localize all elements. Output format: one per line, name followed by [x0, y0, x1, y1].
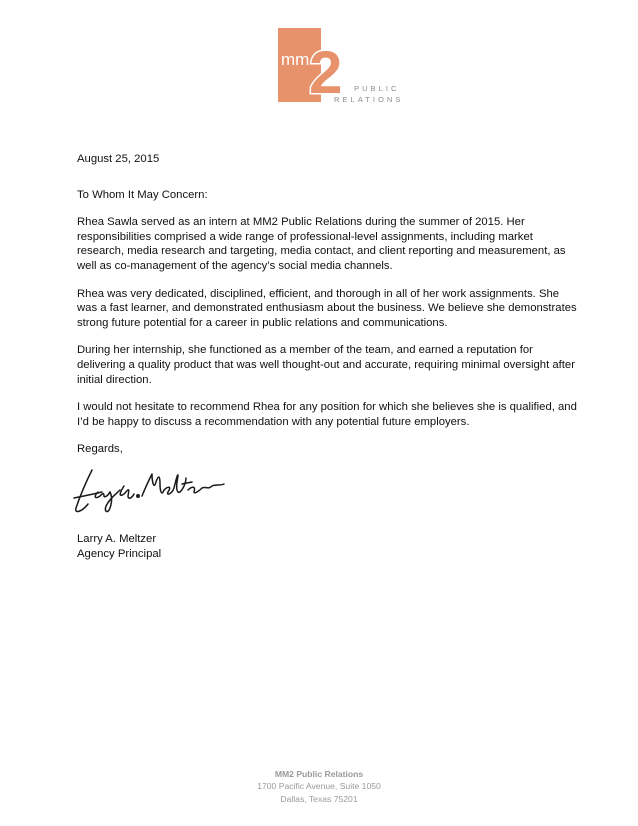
letter-body — [77, 152, 577, 457]
letter-closing: Regards, — [77, 443, 123, 456]
logo-2-numeral: 2 — [309, 39, 343, 106]
letter-salutation: To Whom It May Concern: — [77, 188, 208, 201]
letter-paragraph-4: I would not hesitate to recommend Rhea for any position for which she believes she is qualified, and I’d be happy to discuss a recommendation with any potential future employers. — [77, 401, 577, 428]
footer-address-line-2: Dallas, Texas 75201 — [280, 793, 358, 804]
signer-block — [77, 532, 161, 561]
logo-public-text: PUBLIC — [354, 84, 400, 93]
company-logo — [278, 28, 408, 108]
signer-name: Larry A. Meltzer — [77, 533, 157, 545]
logo-relations-text: RELATIONS — [334, 95, 404, 104]
letter-date: August 25, 2015 — [77, 153, 160, 165]
signer-title: Agency Principal — [77, 547, 162, 560]
footer-company-name: MM2 Public Relations — [274, 769, 364, 779]
handwritten-signature — [68, 462, 228, 518]
footer-address-line-1: 1700 Pacific Avenue, Suite 1050 — [257, 781, 381, 792]
letter-paragraph-2: Rhea was very dedicated, disciplined, efficient, and thorough in all of her work assignments. She was a fast learner, and demonstrated enthusiasm about the business. We believe she demonstrates strong future potential for a career in public relations and communications. — [77, 287, 577, 329]
letterhead-footer — [0, 768, 638, 805]
letter-paragraph-3: During her internship, she functioned as a member of the team, and earned a reputation for delivering a quality product that was well thought-out and accurate, requiring minimal oversight after initial direction. — [77, 344, 575, 386]
logo-mm-text: mm — [281, 50, 310, 69]
letter-paragraph-1: Rhea Sawla served as an intern at MM2 Public Relations during the summer of 2015. Her responsibilities comprised a wide range of professional-level assignments, including market research, media research and targeting, media contact, and client reporting and measurement, as well as co-management of the agency’s social media channels. — [77, 216, 566, 272]
